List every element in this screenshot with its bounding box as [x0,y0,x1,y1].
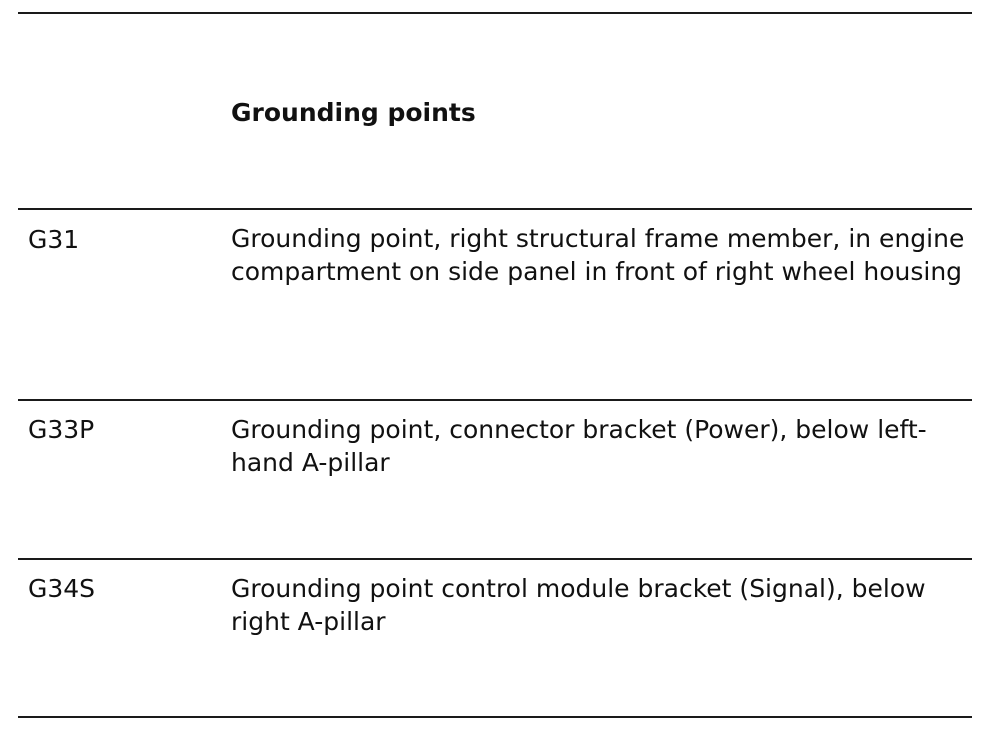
row-code: G34S [28,574,96,603]
row-code: G31 [28,225,80,254]
header-divider-rule [18,208,972,210]
row-description: Grounding point control module bracket (Signal), below right A-pillar [231,574,926,636]
row-code: G33P [28,415,95,444]
table-top-rule [18,12,972,14]
row-divider-rule [18,558,972,560]
row-description: Grounding point, connector bracket (Power), below left-hand A-pillar [231,415,927,477]
row-divider-rule [18,399,972,401]
row-description: Grounding point, right structural frame member, in engine compartment on side panel in front of right wheel housing [231,224,965,286]
table-bottom-rule [18,716,972,718]
table-heading: Grounding points [231,98,476,127]
